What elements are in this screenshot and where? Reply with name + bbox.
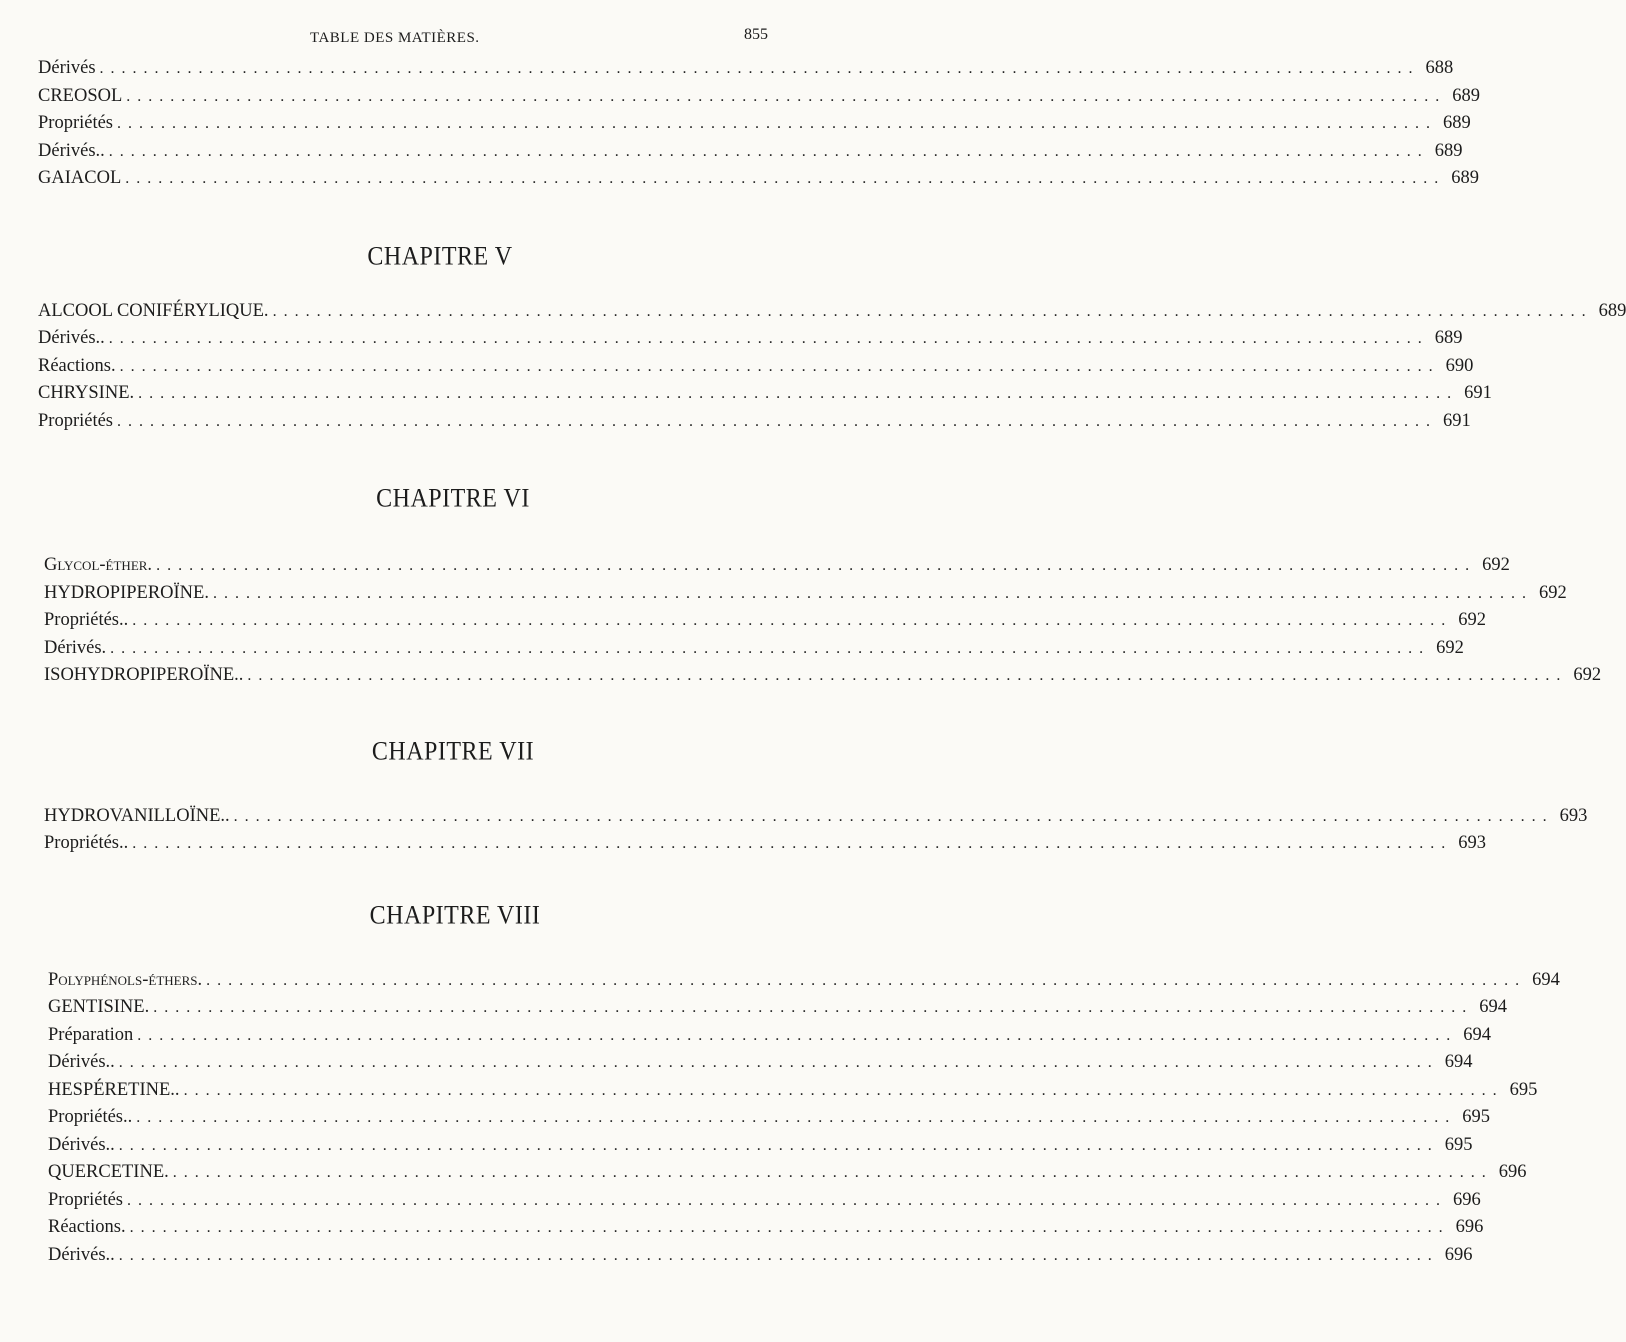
entry-page: 692 (1458, 610, 1487, 630)
table-of-contents (38, 58, 1626, 1272)
entry-label: Dérivés. (44, 637, 107, 658)
entry-label: Propriétés.. (44, 610, 129, 630)
entry-page: 695 (1444, 1134, 1473, 1155)
dot-leader: ........................................................................................................................ (206, 971, 1527, 989)
toc-entry (48, 1189, 1481, 1218)
entry-label: Propriétés.. (48, 1107, 133, 1127)
entry-page: 693 (1559, 805, 1588, 826)
entry-page: 696 (1455, 1217, 1484, 1237)
entry-page: 694 (1532, 969, 1560, 990)
toc-section (44, 484, 1602, 693)
dot-leader: ........................................................................................................................ (108, 330, 1429, 347)
entry-page: 689 (1598, 300, 1626, 321)
dot-leader: ........................................................................................................................ (172, 1164, 1493, 1181)
dot-leader: ........................................................................................................................ (156, 557, 1477, 574)
toc-entry (44, 805, 1588, 834)
entry-page: 695 (1509, 1079, 1538, 1100)
dot-leader: ........................................................................................................................ (129, 1219, 1450, 1236)
dot-leader: ........................................................................................................................ (108, 142, 1429, 160)
entry-page: 696 (1498, 1162, 1527, 1182)
entry-page: 693 (1458, 833, 1487, 853)
entry-page: 689 (1434, 328, 1463, 348)
entry-page: 696 (1444, 1244, 1473, 1265)
page-number: 855 (744, 26, 768, 43)
toc-entry (48, 1217, 1484, 1245)
entry-page: 689 (1451, 168, 1479, 188)
entry-label: GENTISINE. (48, 997, 150, 1017)
entry-page: 692 (1482, 555, 1510, 575)
page-header (0, 26, 800, 54)
entry-label: HESPÉRETINE.. (48, 1079, 180, 1100)
entry-label: ISOHYDROPIPEROÏNE.. (44, 665, 244, 685)
toc-entry (48, 1024, 1492, 1053)
entry-label: Préparation (48, 1024, 134, 1045)
dot-leader: ........................................................................................................................ (136, 1109, 1457, 1126)
entry-label: GAIACOL (38, 168, 122, 188)
entry-page: 694 (1444, 1052, 1473, 1072)
entry-label: Réactions. (48, 1217, 126, 1237)
entry-page: 696 (1453, 1189, 1481, 1210)
toc-entry (44, 637, 1464, 666)
entry-label: CREOSOL (38, 85, 123, 106)
toc-entry (44, 582, 1567, 611)
dot-leader: ........................................................................................................................ (117, 115, 1438, 132)
dot-leader: ........................................................................................................................ (272, 302, 1593, 320)
dot-leader: ........................................................................................................................ (233, 807, 1554, 825)
dot-leader: ........................................................................................................................ (117, 412, 1438, 430)
toc-section (48, 901, 1560, 1273)
toc-entry (48, 969, 1560, 998)
dot-leader: ........................................................................................................................ (137, 1026, 1458, 1044)
dot-leader: ........................................................................................................................ (126, 87, 1447, 105)
entry-label: Réactions. (38, 355, 116, 376)
running-title: TABLE DES MATIÈRES. (310, 30, 480, 46)
toc-entry (38, 85, 1481, 114)
entry-label: Dérivés.. (38, 328, 105, 348)
entry-page: 690 (1445, 355, 1474, 376)
entry-label: Dérivés.. (38, 140, 105, 161)
entry-page: 692 (1573, 665, 1602, 685)
toc-entry (38, 300, 1626, 329)
toc-entry (48, 1079, 1538, 1108)
entry-page: 692 (1538, 582, 1567, 603)
toc-entry (38, 383, 1492, 411)
entry-page: 694 (1463, 1024, 1492, 1045)
dot-leader: ........................................................................................................................ (153, 999, 1474, 1016)
entry-page: 692 (1436, 637, 1464, 658)
toc-entry (38, 355, 1474, 384)
entry-page: 688 (1425, 58, 1454, 78)
entry-label: Propriétés (38, 113, 114, 133)
entry-page: 689 (1443, 113, 1471, 133)
dot-leader: ........................................................................................................................ (118, 1054, 1439, 1071)
dot-leader: ........................................................................................................................ (110, 639, 1431, 657)
toc-entry (44, 610, 1487, 638)
entry-page: 689 (1434, 140, 1463, 161)
dot-leader: ........................................................................................................................ (127, 1191, 1448, 1209)
dot-leader: ........................................................................................................................ (212, 584, 1533, 602)
toc-section (38, 242, 1626, 439)
toc-entry (38, 168, 1479, 196)
entry-label: Dérivés.. (48, 1052, 115, 1072)
toc-entry (48, 1134, 1473, 1163)
entry-label: Propriétés.. (44, 833, 129, 853)
toc-entry (44, 665, 1602, 693)
toc-entry (48, 1244, 1473, 1273)
dot-leader: ........................................................................................................................ (125, 170, 1446, 187)
entry-label: Propriétés (48, 1189, 124, 1210)
chapter-heading: CHAPITRE VI (376, 484, 530, 514)
entry-page: 691 (1464, 383, 1492, 403)
toc-entry (38, 140, 1463, 169)
toc-entry (48, 997, 1507, 1025)
entry-page: 689 (1452, 85, 1481, 106)
dot-leader: ........................................................................................................................ (99, 60, 1420, 77)
toc-entry (44, 833, 1487, 861)
entry-page: 695 (1462, 1107, 1491, 1127)
toc-section (44, 737, 1588, 861)
entry-page: 694 (1479, 997, 1507, 1017)
entry-page: 691 (1443, 410, 1471, 431)
dot-leader: ........................................................................................................................ (247, 667, 1568, 684)
toc-entry (38, 58, 1454, 86)
entry-label: Dérivés.. (48, 1244, 115, 1265)
toc-section (38, 58, 1481, 196)
entry-label: Dérivés (38, 58, 96, 78)
toc-entry (44, 555, 1510, 583)
dot-leader: ........................................................................................................................ (183, 1081, 1504, 1099)
entry-label: Polyphénols-éthers. (48, 969, 203, 990)
chapter-heading: CHAPITRE VII (371, 737, 535, 766)
dot-leader: ........................................................................................................................ (119, 357, 1440, 375)
toc-entry (48, 1052, 1473, 1080)
dot-leader: ........................................................................................................................ (132, 835, 1453, 852)
dot-leader: ........................................................................................................................ (118, 1136, 1439, 1154)
entry-label: Propriétés (38, 410, 114, 431)
dot-leader: ........................................................................................................................ (118, 1246, 1439, 1264)
entry-label: CHRYSINE. (38, 383, 135, 403)
toc-entry (38, 410, 1471, 439)
toc-entry (48, 1162, 1527, 1190)
toc-entry (48, 1107, 1491, 1135)
dot-leader: ........................................................................................................................ (138, 385, 1459, 402)
toc-entry (38, 328, 1463, 356)
entry-label: QUERCETINE. (48, 1162, 169, 1182)
entry-label: HYDROVANILLOÏNE.. (44, 805, 230, 826)
entry-label: HYDROPIPEROÏNE. (44, 582, 209, 603)
toc-entry (38, 113, 1471, 141)
dot-leader: ........................................................................................................................ (132, 612, 1453, 629)
entry-label: Glycol-éther. (44, 555, 153, 575)
entry-label: Dérivés.. (48, 1134, 115, 1155)
entry-label: ALCOOL CONIFÉRYLIQUE. (38, 300, 269, 321)
chapter-heading: CHAPITRE V (367, 242, 513, 271)
chapter-heading: CHAPITRE VIII (369, 901, 541, 930)
